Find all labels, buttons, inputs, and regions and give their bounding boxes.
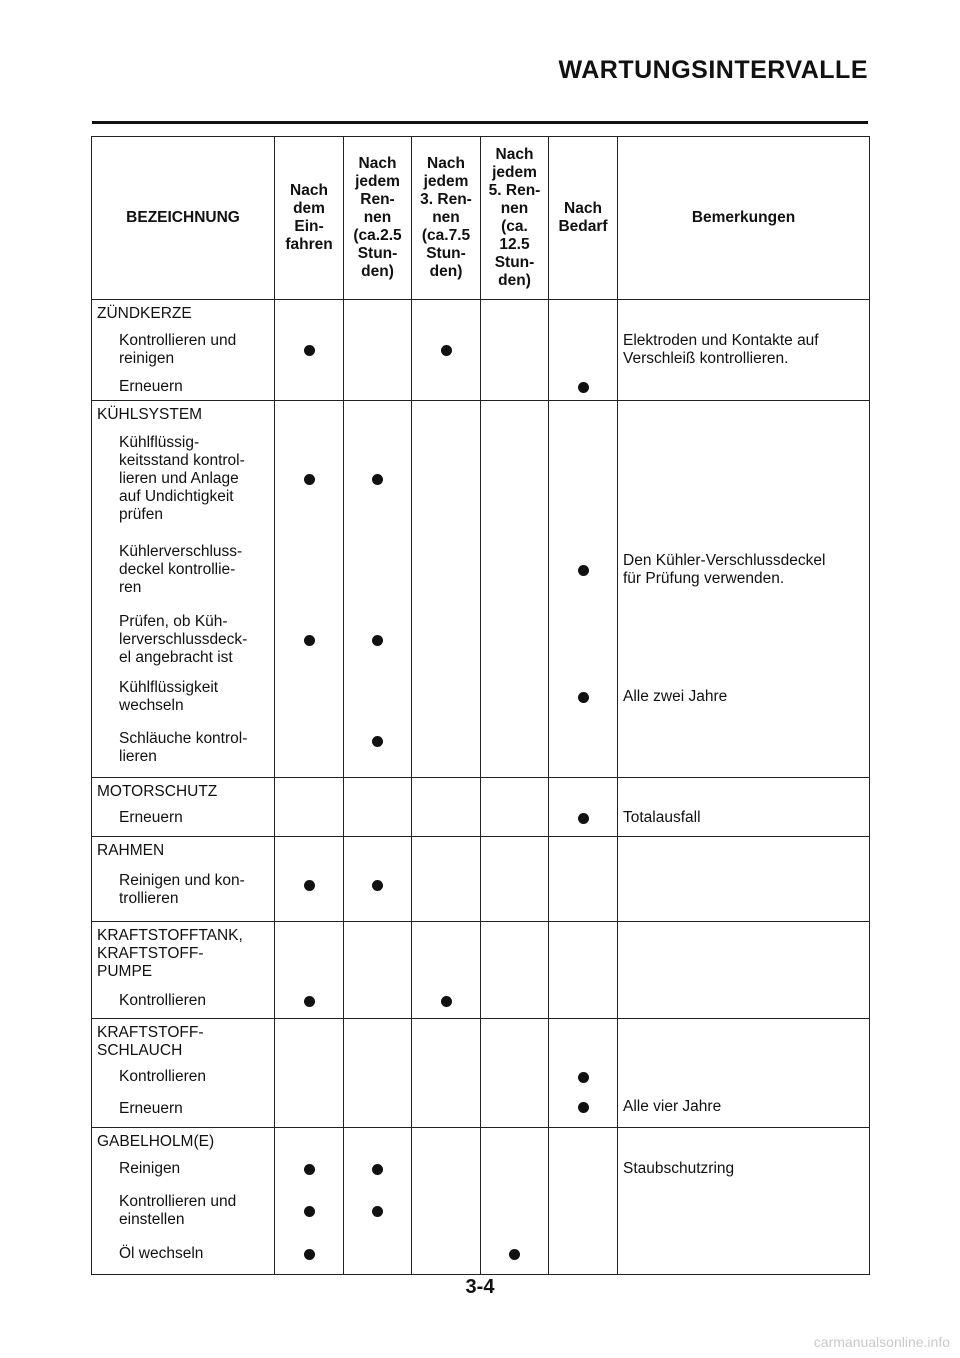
interval-cell	[344, 1128, 412, 1275]
remark-stack	[618, 837, 869, 911]
interval-line	[549, 675, 617, 719]
spacer	[481, 401, 548, 423]
spacer	[412, 300, 480, 326]
interval-stack	[275, 1128, 343, 1274]
interval-line	[412, 675, 480, 719]
maintenance-dot-icon	[304, 635, 315, 646]
interval-stack	[549, 1019, 617, 1123]
category-label: MOTORSCHUTZ	[97, 783, 218, 800]
remark-text	[618, 605, 869, 675]
interval-line	[344, 374, 411, 400]
item-label: Kontrollieren	[119, 992, 207, 1009]
column-header-bemerkungen: Bemerkungen	[618, 137, 870, 300]
interval-line	[344, 326, 411, 374]
maintenance-table	[91, 136, 870, 1275]
interval-line	[549, 800, 617, 836]
interval-cell	[275, 300, 344, 401]
remark-text: Elektroden und Kontakte auf Verschleiß kontrollieren.	[623, 332, 819, 367]
spacer	[618, 1019, 869, 1063]
interval-line	[481, 675, 548, 719]
spacer	[412, 922, 480, 984]
spacer	[275, 922, 343, 984]
item-name-stack	[92, 401, 274, 777]
spacer	[344, 1128, 411, 1150]
spacer	[549, 837, 617, 859]
page-number: 3-4	[465, 1276, 495, 1298]
remark-text	[618, 719, 869, 763]
interval-cell	[549, 837, 618, 922]
spacer	[481, 922, 548, 984]
remark-text	[618, 374, 869, 400]
interval-cell	[412, 778, 481, 837]
interval-line	[412, 800, 480, 836]
remark-stack	[618, 401, 869, 763]
interval-line	[412, 859, 480, 911]
interval-cell	[412, 1019, 481, 1128]
remark-cell	[618, 401, 870, 778]
interval-line	[481, 1188, 548, 1234]
interval-line	[344, 859, 411, 911]
remark-stack	[618, 778, 869, 836]
interval-line	[412, 1150, 480, 1188]
interval-line	[275, 859, 343, 911]
header-rule	[92, 121, 868, 124]
interval-line	[481, 1150, 548, 1188]
interval-line	[481, 535, 548, 605]
column-header-3-rennen: Nach jedem 3. Ren- nen (ca.7.5 Stun- den)	[412, 137, 481, 300]
spacer	[344, 300, 411, 326]
interval-stack	[412, 1128, 480, 1274]
interval-cell	[344, 300, 412, 401]
remark-stack	[618, 300, 869, 400]
column-header-bezeichnung: BEZEICHNUNG	[92, 137, 275, 300]
maintenance-dot-icon	[509, 1249, 520, 1260]
interval-stack	[344, 837, 411, 911]
item-label: Erneuern	[119, 809, 183, 826]
category-label: RAHMEN	[97, 842, 165, 859]
table-row	[92, 1019, 870, 1128]
item-name-cell	[92, 1019, 275, 1128]
interval-cell	[412, 922, 481, 1019]
interval-line	[412, 326, 480, 374]
interval-line	[481, 859, 548, 911]
category-label: KRAFTSTOFFTANK, KRAFTSTOFF- PUMPE	[97, 927, 243, 980]
interval-line	[275, 1150, 343, 1188]
interval-stack	[549, 837, 617, 911]
maintenance-dot-icon	[304, 996, 315, 1007]
remark-cell	[618, 922, 870, 1019]
remark-text	[618, 859, 869, 911]
interval-cell	[549, 401, 618, 778]
remark-cell	[618, 300, 870, 401]
interval-line	[549, 423, 617, 535]
spacer	[344, 837, 411, 859]
maintenance-dot-icon	[372, 635, 383, 646]
interval-line	[481, 605, 548, 675]
table-header-row	[92, 137, 870, 300]
spacer	[618, 837, 869, 859]
item-label: Kühlerverschluss- deckel kontrollie- ren	[119, 543, 243, 596]
spacer	[481, 300, 548, 326]
interval-cell	[412, 837, 481, 922]
interval-cell	[549, 1019, 618, 1128]
spacer	[618, 401, 869, 423]
remark-text	[618, 1063, 869, 1091]
spacer	[549, 922, 617, 984]
remark-text: Alle zwei Jahre	[623, 688, 728, 705]
interval-line	[344, 605, 411, 675]
maintenance-dot-icon	[372, 474, 383, 485]
interval-line	[275, 1063, 343, 1091]
interval-cell	[275, 922, 344, 1019]
spacer	[481, 837, 548, 859]
interval-line	[344, 1188, 411, 1234]
item-name-cell	[92, 401, 275, 778]
interval-stack	[481, 837, 548, 911]
interval-line	[549, 1188, 617, 1234]
interval-cell	[481, 837, 549, 922]
interval-line	[275, 326, 343, 374]
spacer	[549, 1128, 617, 1150]
interval-cell	[481, 922, 549, 1019]
interval-line	[275, 1188, 343, 1234]
interval-cell	[344, 778, 412, 837]
interval-cell	[481, 401, 549, 778]
remark-text: Alle vier Jahre	[623, 1098, 722, 1115]
interval-stack	[275, 778, 343, 836]
interval-stack	[549, 778, 617, 836]
maintenance-dot-icon	[304, 1164, 315, 1175]
spacer	[481, 1128, 548, 1150]
interval-line	[344, 1091, 411, 1123]
interval-cell	[412, 1128, 481, 1275]
remark-cell	[618, 837, 870, 922]
interval-line	[481, 423, 548, 535]
interval-line	[549, 719, 617, 763]
interval-line	[275, 800, 343, 836]
maintenance-dot-icon	[372, 880, 383, 891]
maintenance-dot-icon	[372, 1164, 383, 1175]
spacer	[275, 778, 343, 800]
interval-line	[412, 1234, 480, 1274]
interval-cell	[275, 1019, 344, 1128]
item-label: Kühlflüssig- keitsstand kontrol- lieren und Anlage auf Undichtigkeit prüfen	[119, 434, 245, 523]
interval-cell	[549, 922, 618, 1019]
interval-line	[412, 1188, 480, 1234]
interval-line	[412, 984, 480, 1018]
remark-text: Staubschutzring	[623, 1160, 735, 1177]
interval-stack	[344, 401, 411, 763]
item-label: Schläuche kontrol- lieren	[119, 730, 248, 765]
interval-cell	[275, 401, 344, 778]
item-label: Kontrollieren und reinigen	[119, 332, 237, 367]
interval-stack	[481, 401, 548, 763]
maintenance-dot-icon	[578, 813, 589, 824]
interval-line	[275, 535, 343, 605]
maintenance-dot-icon	[578, 382, 589, 393]
item-label: Kontrollieren	[119, 1068, 207, 1085]
maintenance-dot-icon	[578, 565, 589, 576]
interval-line	[481, 1091, 548, 1123]
item-label: Prüfen, ob Küh- lerverschlussdeck- el angebracht ist	[119, 613, 248, 666]
maintenance-dot-icon	[578, 692, 589, 703]
interval-cell	[481, 1128, 549, 1275]
interval-stack	[481, 300, 548, 400]
table-row	[92, 401, 870, 778]
spacer	[549, 1019, 617, 1063]
item-label: Erneuern	[119, 378, 183, 395]
interval-stack	[344, 778, 411, 836]
spacer	[412, 1128, 480, 1150]
spacer	[275, 1128, 343, 1150]
interval-stack	[412, 1019, 480, 1123]
table-row	[92, 778, 870, 837]
interval-line	[412, 605, 480, 675]
remark-stack	[618, 1128, 869, 1274]
remark-text: Totalausfall	[623, 809, 701, 826]
category-label: KRAFTSTOFF- SCHLAUCH	[97, 1024, 204, 1059]
item-name-cell	[92, 778, 275, 837]
spacer	[481, 1019, 548, 1063]
interval-stack	[275, 300, 343, 400]
item-name-stack	[92, 300, 274, 400]
interval-stack	[412, 922, 480, 1018]
spacer	[618, 300, 869, 326]
interval-cell	[481, 300, 549, 401]
remark-text: Den Kühler-Verschlussdeckel für Prüfung verwenden.	[623, 552, 826, 587]
interval-line	[344, 1063, 411, 1091]
interval-cell	[275, 778, 344, 837]
maintenance-dot-icon	[304, 345, 315, 356]
interval-stack	[481, 1019, 548, 1123]
interval-cell	[481, 1019, 549, 1128]
interval-line	[344, 984, 411, 1018]
interval-line	[481, 1234, 548, 1274]
interval-line	[275, 605, 343, 675]
item-name-stack	[92, 1128, 274, 1274]
column-header-einfahren: Nach dem Ein- fahren	[275, 137, 344, 300]
interval-stack	[344, 1128, 411, 1274]
category-label: ZÜNDKERZE	[97, 305, 192, 322]
watermark: carmanualsonline.info	[813, 1334, 950, 1350]
interval-cell	[344, 401, 412, 778]
spacer	[412, 837, 480, 859]
spacer	[344, 401, 411, 423]
spacer	[549, 401, 617, 423]
interval-line	[412, 535, 480, 605]
interval-stack	[412, 778, 480, 836]
spacer	[412, 1019, 480, 1063]
table-row	[92, 300, 870, 401]
interval-cell	[549, 1128, 618, 1275]
maintenance-dot-icon	[304, 474, 315, 485]
remark-stack	[618, 922, 869, 1018]
remark-cell	[618, 778, 870, 837]
interval-stack	[275, 837, 343, 911]
interval-line	[275, 719, 343, 763]
interval-line	[344, 535, 411, 605]
interval-line	[412, 374, 480, 400]
interval-line	[412, 1091, 480, 1123]
page-title: WARTUNGSINTERVALLE	[558, 56, 868, 84]
interval-line	[344, 1150, 411, 1188]
interval-stack	[549, 922, 617, 1018]
interval-stack	[275, 922, 343, 1018]
interval-line	[481, 984, 548, 1018]
interval-line	[549, 535, 617, 605]
spacer	[344, 778, 411, 800]
interval-stack	[412, 837, 480, 911]
interval-cell	[412, 401, 481, 778]
item-name-stack	[92, 922, 274, 1018]
item-label: Reinigen	[119, 1160, 181, 1177]
item-name-stack	[92, 1019, 274, 1127]
maintenance-dot-icon	[372, 1206, 383, 1217]
item-label: Kühlflüssigkeit wechseln	[119, 679, 219, 714]
interval-stack	[412, 401, 480, 763]
interval-line	[549, 1063, 617, 1091]
interval-cell	[549, 778, 618, 837]
remark-cell	[618, 1019, 870, 1128]
interval-line	[549, 1150, 617, 1188]
interval-cell	[275, 1128, 344, 1275]
table-row	[92, 837, 870, 922]
interval-line	[275, 1234, 343, 1274]
item-name-stack	[92, 837, 274, 921]
table-row	[92, 922, 870, 1019]
spacer	[344, 922, 411, 984]
interval-line	[275, 984, 343, 1018]
spacer	[618, 1128, 869, 1150]
spacer	[344, 1019, 411, 1063]
spacer	[549, 300, 617, 326]
interval-line	[549, 1234, 617, 1274]
interval-stack	[549, 401, 617, 763]
interval-line	[275, 1091, 343, 1123]
interval-line	[275, 423, 343, 535]
spacer	[412, 401, 480, 423]
interval-line	[481, 326, 548, 374]
interval-line	[344, 719, 411, 763]
interval-line	[412, 423, 480, 535]
spacer	[618, 922, 869, 984]
maintenance-dot-icon	[372, 736, 383, 747]
interval-cell	[344, 1019, 412, 1128]
maintenance-dot-icon	[578, 1102, 589, 1113]
item-label: Öl wechseln	[119, 1245, 204, 1262]
remark-text	[618, 1234, 869, 1274]
remark-text	[618, 1188, 869, 1234]
column-header-5-rennen: Nach jedem 5. Ren- nen (ca. 12.5 Stun- den)	[481, 137, 549, 300]
interval-line	[344, 1234, 411, 1274]
interval-stack	[344, 922, 411, 1018]
interval-line	[481, 374, 548, 400]
maintenance-dot-icon	[441, 996, 452, 1007]
interval-stack	[275, 1019, 343, 1123]
interval-line	[481, 800, 548, 836]
interval-cell	[481, 778, 549, 837]
item-label: Kontrollieren und einstellen	[119, 1193, 237, 1228]
column-header-jedem-rennen: Nach jedem Ren- nen (ca.2.5 Stun- den)	[344, 137, 412, 300]
spacer	[275, 300, 343, 326]
maintenance-dot-icon	[304, 1206, 315, 1217]
interval-cell	[275, 837, 344, 922]
interval-line	[549, 859, 617, 911]
maintenance-dot-icon	[578, 1072, 589, 1083]
spacer	[412, 778, 480, 800]
interval-cell	[344, 922, 412, 1019]
table-row	[92, 1128, 870, 1275]
category-label: GABELHOLM(E)	[97, 1133, 215, 1150]
interval-stack	[481, 922, 548, 1018]
item-name-cell	[92, 922, 275, 1019]
interval-line	[275, 374, 343, 400]
interval-line	[412, 719, 480, 763]
interval-stack	[344, 1019, 411, 1123]
spacer	[275, 1019, 343, 1063]
interval-cell	[344, 837, 412, 922]
interval-line	[412, 1063, 480, 1091]
spacer	[618, 778, 869, 800]
interval-line	[481, 1063, 548, 1091]
interval-line	[275, 675, 343, 719]
interval-stack	[275, 401, 343, 763]
item-label: Reinigen und kon- trollieren	[119, 872, 245, 907]
interval-cell	[549, 300, 618, 401]
interval-stack	[481, 778, 548, 836]
interval-stack	[549, 300, 617, 400]
interval-line	[344, 675, 411, 719]
column-header-bedarf: Nach Bedarf	[549, 137, 618, 300]
interval-line	[481, 719, 548, 763]
remark-cell	[618, 1128, 870, 1275]
remark-text	[618, 423, 869, 535]
interval-line	[344, 423, 411, 535]
item-name-cell	[92, 1128, 275, 1275]
spacer	[275, 401, 343, 423]
category-label: KÜHLSYSTEM	[97, 406, 203, 423]
interval-stack	[549, 1128, 617, 1274]
maintenance-dot-icon	[441, 345, 452, 356]
spacer	[481, 778, 548, 800]
interval-line	[549, 1091, 617, 1123]
interval-line	[549, 374, 617, 400]
item-name-cell	[92, 300, 275, 401]
interval-line	[549, 326, 617, 374]
remark-stack	[618, 1019, 869, 1123]
maintenance-dot-icon	[304, 880, 315, 891]
spacer	[549, 778, 617, 800]
maintenance-dot-icon	[304, 1249, 315, 1260]
interval-line	[549, 984, 617, 1018]
item-label: Erneuern	[119, 1100, 183, 1117]
interval-cell	[412, 300, 481, 401]
interval-stack	[344, 300, 411, 400]
item-name-cell	[92, 837, 275, 922]
item-name-stack	[92, 778, 274, 836]
remark-text	[618, 984, 869, 1018]
interval-stack	[412, 300, 480, 400]
interval-line	[549, 605, 617, 675]
spacer	[275, 837, 343, 859]
interval-line	[344, 800, 411, 836]
interval-stack	[481, 1128, 548, 1274]
